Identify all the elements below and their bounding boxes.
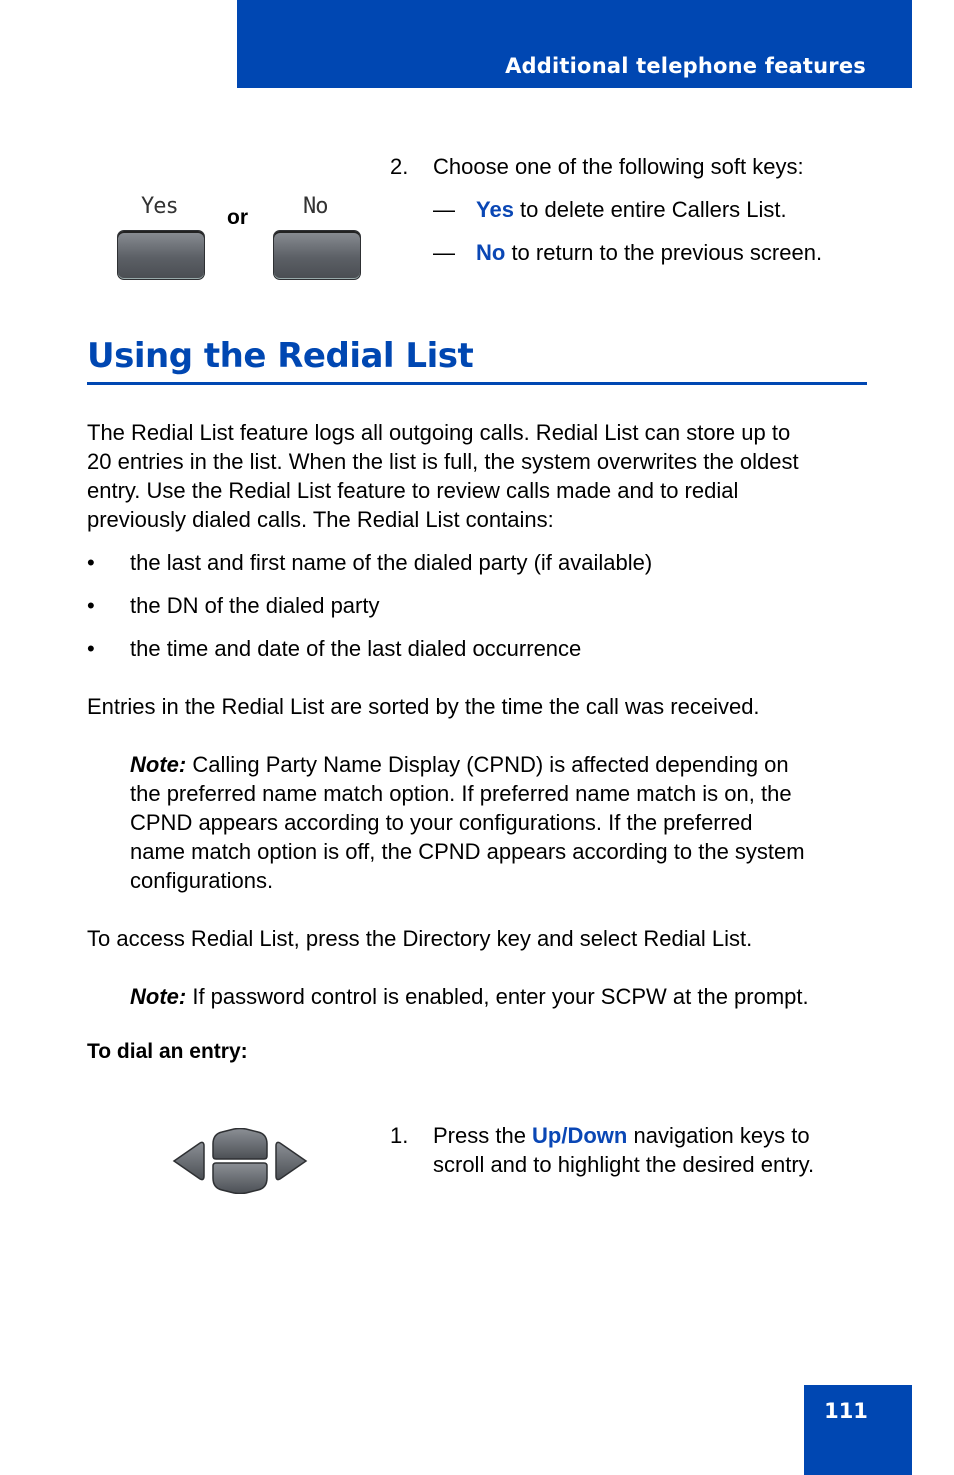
list-item: • the last and first name of the dialed party (if available) bbox=[87, 550, 653, 575]
note-password: Note: If password control is enabled, enter your SCPW at the prompt. bbox=[130, 984, 809, 1009]
option-yes bbox=[433, 195, 893, 225]
up-down-key: Up/Down bbox=[532, 1123, 628, 1148]
step-text: Choose one of the following soft keys: bbox=[433, 154, 804, 179]
sorted-paragraph: Entries in the Redial List are sorted by the time the call was received. bbox=[87, 694, 760, 719]
option-dash: — bbox=[433, 240, 455, 265]
list-item: • the time and date of the last dialed occurrence bbox=[87, 636, 582, 661]
step-2 bbox=[390, 152, 890, 182]
option-key-no: No bbox=[476, 240, 506, 265]
note-label: Note: bbox=[130, 984, 187, 1009]
page-number-box bbox=[804, 1385, 912, 1475]
procedure-heading: To dial an entry: bbox=[87, 1040, 248, 1063]
or-text: or bbox=[227, 206, 248, 229]
yes-key-label: Yes bbox=[141, 194, 178, 219]
option-text-no: to return to the previous screen. bbox=[505, 240, 823, 265]
yes-softkey-icon bbox=[117, 230, 205, 280]
option-dash: — bbox=[433, 197, 455, 222]
section-title: Using the Redial List bbox=[87, 336, 474, 376]
step-number: 1. bbox=[390, 1123, 409, 1148]
no-key-label: No bbox=[303, 194, 328, 219]
note-cpnd: Note: Calling Party Name Display (CPND) is affected depending on the preferred name match option. If preferred name match is on, the CPND appears according to your configurations. If the preferred name match option is off, the CPND appears according to the system configurations. bbox=[130, 752, 805, 893]
intro-paragraph: The Redial List feature logs all outgoing calls. Redial List can store up to 20 entries in the list. When the list is full, the system overwrites the oldest entry. Use the Redial List feature to review calls made and to redial previously dialed calls. The Redial List contains: bbox=[87, 420, 799, 532]
option-no bbox=[433, 238, 893, 268]
page-number: 111 bbox=[824, 1399, 868, 1423]
header-title: Additional telephone features bbox=[505, 54, 866, 78]
navigation-keys-icon bbox=[170, 1128, 310, 1194]
access-paragraph: To access Redial List, press the Directory key and select Redial List. bbox=[87, 926, 753, 951]
step-1: 1. Press the Up/Down navigation keys to scroll and to highlight the desired entry. bbox=[390, 1123, 815, 1177]
header-band bbox=[237, 0, 912, 88]
softkey-illustration bbox=[115, 190, 365, 285]
option-key-yes: Yes bbox=[476, 197, 514, 222]
list-item: • the DN of the dialed party bbox=[87, 593, 380, 618]
step-number: 2. bbox=[390, 154, 409, 179]
option-text-yes: to delete entire Callers List. bbox=[513, 197, 787, 222]
note-label: Note: bbox=[130, 752, 187, 777]
no-softkey-icon bbox=[273, 230, 361, 280]
section-rule bbox=[87, 382, 867, 385]
